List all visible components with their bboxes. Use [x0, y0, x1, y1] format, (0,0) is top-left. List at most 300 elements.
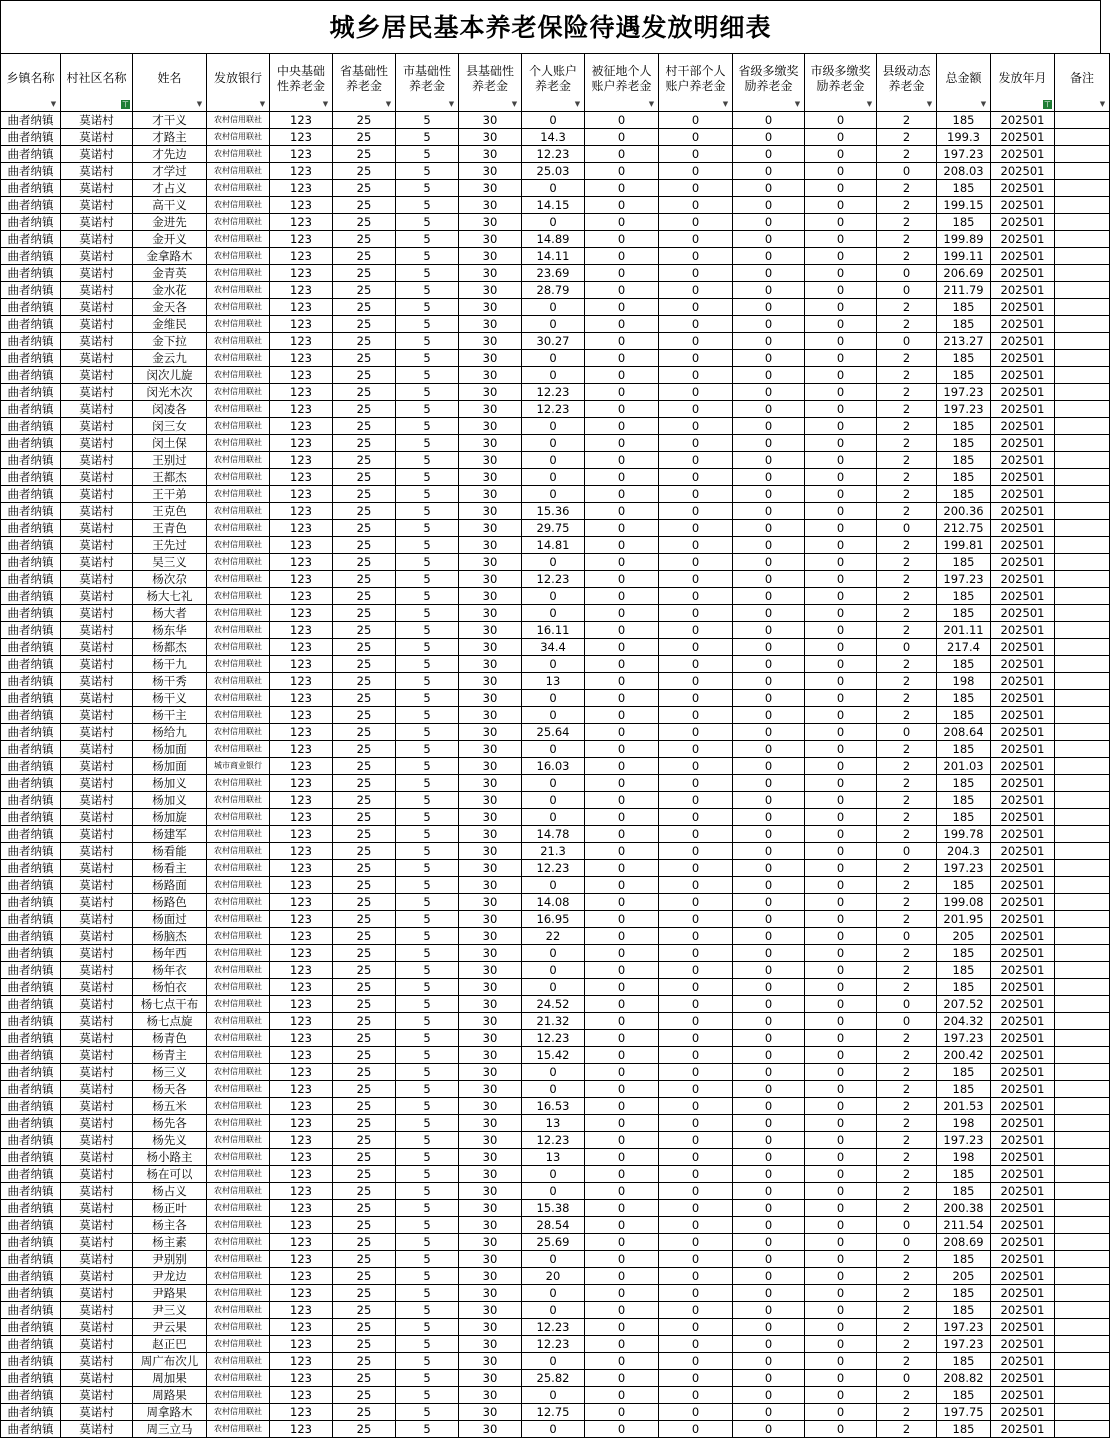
table-cell[interactable]: 25: [333, 605, 396, 622]
table-cell[interactable]: 莫诺村: [61, 537, 133, 554]
table-cell[interactable]: 0: [585, 962, 659, 979]
table-cell[interactable]: 农村信用联社: [207, 299, 270, 316]
table-cell[interactable]: 农村信用联社: [207, 1387, 270, 1404]
table-cell[interactable]: 0: [585, 1132, 659, 1149]
table-cell[interactable]: 123: [270, 1030, 333, 1047]
table-cell[interactable]: 0: [659, 231, 733, 248]
table-cell[interactable]: 0: [733, 1336, 805, 1353]
table-cell[interactable]: 0: [805, 503, 877, 520]
table-cell[interactable]: 莫诺村: [61, 1166, 133, 1183]
table-cell[interactable]: 123: [270, 469, 333, 486]
table-cell[interactable]: 0: [585, 265, 659, 282]
table-cell[interactable]: 206.69: [937, 265, 991, 282]
table-cell[interactable]: 莫诺村: [61, 690, 133, 707]
table-cell[interactable]: 杨东华: [133, 622, 207, 639]
table-cell[interactable]: 185: [937, 1302, 991, 1319]
table-cell[interactable]: 123: [270, 146, 333, 163]
table-cell[interactable]: [1055, 469, 1110, 486]
table-cell[interactable]: 农村信用联社: [207, 877, 270, 894]
table-cell[interactable]: 金天各: [133, 299, 207, 316]
table-cell[interactable]: 185: [937, 1166, 991, 1183]
table-cell[interactable]: 农村信用联社: [207, 146, 270, 163]
table-cell[interactable]: [1055, 1336, 1110, 1353]
table-cell[interactable]: [1055, 1030, 1110, 1047]
table-cell[interactable]: 30: [459, 469, 522, 486]
table-cell[interactable]: 0: [805, 384, 877, 401]
table-cell[interactable]: 0: [733, 860, 805, 877]
table-cell[interactable]: 0: [585, 1336, 659, 1353]
table-cell[interactable]: 闵三女: [133, 418, 207, 435]
table-cell[interactable]: 曲者纳镇: [1, 503, 61, 520]
table-cell[interactable]: 30: [459, 1115, 522, 1132]
table-cell[interactable]: 杨看能: [133, 843, 207, 860]
table-cell[interactable]: 5: [396, 452, 459, 469]
table-cell[interactable]: 123: [270, 1166, 333, 1183]
table-cell[interactable]: 2: [877, 452, 937, 469]
table-cell[interactable]: 杨年衣: [133, 962, 207, 979]
table-cell[interactable]: 30: [459, 860, 522, 877]
table-cell[interactable]: 0: [659, 401, 733, 418]
table-cell[interactable]: 0: [805, 673, 877, 690]
table-cell[interactable]: 202501: [991, 401, 1055, 418]
table-cell[interactable]: 0: [805, 690, 877, 707]
table-cell[interactable]: 莫诺村: [61, 979, 133, 996]
table-cell[interactable]: 123: [270, 826, 333, 843]
table-cell[interactable]: 202501: [991, 418, 1055, 435]
table-cell[interactable]: 13: [522, 673, 585, 690]
table-cell[interactable]: 莫诺村: [61, 843, 133, 860]
table-cell[interactable]: 农村信用联社: [207, 928, 270, 945]
table-cell[interactable]: 莫诺村: [61, 1217, 133, 1234]
table-cell[interactable]: 0: [805, 333, 877, 350]
table-cell[interactable]: 0: [805, 1353, 877, 1370]
table-cell[interactable]: 2: [877, 197, 937, 214]
table-cell[interactable]: [1055, 1064, 1110, 1081]
table-cell[interactable]: 0: [659, 435, 733, 452]
table-cell[interactable]: 农村信用联社: [207, 571, 270, 588]
table-cell[interactable]: 202501: [991, 690, 1055, 707]
table-cell[interactable]: 25: [333, 1183, 396, 1200]
table-cell[interactable]: 农村信用联社: [207, 996, 270, 1013]
table-cell[interactable]: 25: [333, 673, 396, 690]
table-cell[interactable]: [1055, 826, 1110, 843]
table-cell[interactable]: 0: [805, 1047, 877, 1064]
table-cell[interactable]: 12.23: [522, 401, 585, 418]
table-cell[interactable]: 12.23: [522, 1319, 585, 1336]
table-cell[interactable]: 0: [733, 452, 805, 469]
table-cell[interactable]: 曲者纳镇: [1, 877, 61, 894]
table-cell[interactable]: 0: [659, 520, 733, 537]
table-cell[interactable]: 0: [659, 1217, 733, 1234]
table-cell[interactable]: [1055, 1047, 1110, 1064]
table-cell[interactable]: 曲者纳镇: [1, 1353, 61, 1370]
table-cell[interactable]: [1055, 588, 1110, 605]
table-cell[interactable]: 30: [459, 843, 522, 860]
table-cell[interactable]: 0: [805, 724, 877, 741]
table-cell[interactable]: 185: [937, 962, 991, 979]
table-cell[interactable]: 30: [459, 112, 522, 129]
table-cell[interactable]: 0: [522, 1064, 585, 1081]
table-cell[interactable]: 莫诺村: [61, 605, 133, 622]
table-cell[interactable]: 农村信用联社: [207, 605, 270, 622]
table-cell[interactable]: 23.69: [522, 265, 585, 282]
table-cell[interactable]: 0: [585, 996, 659, 1013]
table-cell[interactable]: 莫诺村: [61, 146, 133, 163]
table-cell[interactable]: 197.23: [937, 384, 991, 401]
table-cell[interactable]: 202501: [991, 996, 1055, 1013]
table-cell[interactable]: 0: [585, 537, 659, 554]
table-cell[interactable]: 25: [333, 129, 396, 146]
table-cell[interactable]: 0: [522, 214, 585, 231]
table-cell[interactable]: 25: [333, 1081, 396, 1098]
table-cell[interactable]: 0: [659, 1030, 733, 1047]
table-cell[interactable]: 莫诺村: [61, 792, 133, 809]
table-cell[interactable]: 5: [396, 588, 459, 605]
table-cell[interactable]: 14.3: [522, 129, 585, 146]
table-cell[interactable]: 123: [270, 1217, 333, 1234]
table-cell[interactable]: 0: [585, 1013, 659, 1030]
table-cell[interactable]: 0: [733, 809, 805, 826]
table-cell[interactable]: 185: [937, 945, 991, 962]
filter-dropdown-icon[interactable]: ▼: [794, 100, 801, 108]
table-cell[interactable]: 2: [877, 775, 937, 792]
table-cell[interactable]: 25: [333, 639, 396, 656]
table-cell[interactable]: 25: [333, 724, 396, 741]
table-cell[interactable]: 0: [659, 979, 733, 996]
table-cell[interactable]: 杨给九: [133, 724, 207, 741]
table-cell[interactable]: 0: [733, 724, 805, 741]
table-cell[interactable]: 0: [585, 231, 659, 248]
table-cell[interactable]: 杨大七礼: [133, 588, 207, 605]
table-cell[interactable]: [1055, 1319, 1110, 1336]
table-cell[interactable]: 0: [733, 350, 805, 367]
table-cell[interactable]: 123: [270, 724, 333, 741]
table-cell[interactable]: 莫诺村: [61, 1421, 133, 1438]
table-cell[interactable]: 202501: [991, 129, 1055, 146]
table-cell[interactable]: 0: [522, 741, 585, 758]
table-cell[interactable]: 0: [733, 333, 805, 350]
table-cell[interactable]: 0: [733, 690, 805, 707]
table-cell[interactable]: 农村信用联社: [207, 1370, 270, 1387]
table-cell[interactable]: 25: [333, 112, 396, 129]
table-cell[interactable]: 农村信用联社: [207, 180, 270, 197]
table-cell[interactable]: 202501: [991, 537, 1055, 554]
table-cell[interactable]: 农村信用联社: [207, 197, 270, 214]
table-cell[interactable]: 13: [522, 1149, 585, 1166]
table-cell[interactable]: 莫诺村: [61, 1115, 133, 1132]
table-cell[interactable]: 123: [270, 231, 333, 248]
table-cell[interactable]: 185: [937, 316, 991, 333]
table-cell[interactable]: [1055, 197, 1110, 214]
table-cell[interactable]: 0: [733, 741, 805, 758]
table-cell[interactable]: 农村信用联社: [207, 911, 270, 928]
table-cell[interactable]: 杨加面: [133, 741, 207, 758]
table-cell[interactable]: 莫诺村: [61, 707, 133, 724]
table-cell[interactable]: 曲者纳镇: [1, 945, 61, 962]
table-cell[interactable]: 2: [877, 1251, 937, 1268]
table-cell[interactable]: 5: [396, 1217, 459, 1234]
table-cell[interactable]: [1055, 418, 1110, 435]
table-cell[interactable]: 0: [805, 758, 877, 775]
table-cell[interactable]: 0: [659, 214, 733, 231]
table-cell[interactable]: 0: [522, 792, 585, 809]
table-cell[interactable]: 莫诺村: [61, 571, 133, 588]
table-cell[interactable]: 曲者纳镇: [1, 282, 61, 299]
table-cell[interactable]: 0: [733, 554, 805, 571]
table-cell[interactable]: 199.15: [937, 197, 991, 214]
table-cell[interactable]: 185: [937, 775, 991, 792]
table-cell[interactable]: 曲者纳镇: [1, 758, 61, 775]
table-cell[interactable]: 0: [522, 1421, 585, 1438]
table-cell[interactable]: 0: [522, 1251, 585, 1268]
table-cell[interactable]: 123: [270, 1098, 333, 1115]
table-cell[interactable]: 30: [459, 1421, 522, 1438]
table-cell[interactable]: 赵正巴: [133, 1336, 207, 1353]
table-cell[interactable]: 14.15: [522, 197, 585, 214]
table-cell[interactable]: 0: [585, 333, 659, 350]
table-cell[interactable]: 0: [805, 469, 877, 486]
table-cell[interactable]: 0: [805, 1166, 877, 1183]
table-cell[interactable]: 2: [877, 622, 937, 639]
table-cell[interactable]: 197.23: [937, 1132, 991, 1149]
table-cell[interactable]: 211.54: [937, 1217, 991, 1234]
table-cell[interactable]: 0: [522, 435, 585, 452]
table-cell[interactable]: 曲者纳镇: [1, 231, 61, 248]
table-cell[interactable]: 莫诺村: [61, 554, 133, 571]
table-cell[interactable]: 0: [733, 435, 805, 452]
table-cell[interactable]: 25: [333, 146, 396, 163]
table-cell[interactable]: 30: [459, 639, 522, 656]
table-cell[interactable]: 25: [333, 180, 396, 197]
table-cell[interactable]: 0: [805, 418, 877, 435]
table-cell[interactable]: 185: [937, 741, 991, 758]
table-cell[interactable]: 农村信用联社: [207, 1064, 270, 1081]
table-cell[interactable]: 0: [585, 911, 659, 928]
table-cell[interactable]: 杨看主: [133, 860, 207, 877]
table-cell[interactable]: 0: [733, 656, 805, 673]
table-cell[interactable]: 金拿路木: [133, 248, 207, 265]
table-cell[interactable]: 曲者纳镇: [1, 1251, 61, 1268]
table-cell[interactable]: 185: [937, 1353, 991, 1370]
table-cell[interactable]: 5: [396, 1302, 459, 1319]
table-cell[interactable]: 123: [270, 588, 333, 605]
table-cell[interactable]: 0: [522, 554, 585, 571]
table-cell[interactable]: [1055, 435, 1110, 452]
table-cell[interactable]: 0: [522, 1387, 585, 1404]
table-cell[interactable]: 2: [877, 588, 937, 605]
table-cell[interactable]: 30: [459, 520, 522, 537]
table-cell[interactable]: 185: [937, 707, 991, 724]
table-cell[interactable]: 杨先各: [133, 1115, 207, 1132]
table-cell[interactable]: 123: [270, 435, 333, 452]
table-cell[interactable]: 杨建军: [133, 826, 207, 843]
table-cell[interactable]: 莫诺村: [61, 1183, 133, 1200]
table-cell[interactable]: 34.4: [522, 639, 585, 656]
table-cell[interactable]: 25: [333, 826, 396, 843]
table-cell[interactable]: 曲者纳镇: [1, 775, 61, 792]
table-cell[interactable]: 30: [459, 758, 522, 775]
table-cell[interactable]: 202501: [991, 1336, 1055, 1353]
table-cell[interactable]: 0: [585, 384, 659, 401]
table-cell[interactable]: [1055, 333, 1110, 350]
table-cell[interactable]: 25: [333, 775, 396, 792]
table-cell[interactable]: [1055, 860, 1110, 877]
table-cell[interactable]: 农村信用联社: [207, 1336, 270, 1353]
table-cell[interactable]: 12.23: [522, 860, 585, 877]
table-cell[interactable]: 22: [522, 928, 585, 945]
table-cell[interactable]: 0: [733, 1302, 805, 1319]
table-cell[interactable]: 0: [733, 112, 805, 129]
table-cell[interactable]: 0: [585, 1064, 659, 1081]
table-cell[interactable]: [1055, 214, 1110, 231]
table-cell[interactable]: 曲者纳镇: [1, 1336, 61, 1353]
table-cell[interactable]: 5: [396, 1081, 459, 1098]
table-cell[interactable]: 2: [877, 1421, 937, 1438]
table-cell[interactable]: 2: [877, 486, 937, 503]
table-cell[interactable]: 123: [270, 520, 333, 537]
table-cell[interactable]: 5: [396, 1047, 459, 1064]
table-cell[interactable]: 202501: [991, 639, 1055, 656]
table-cell[interactable]: 0: [659, 792, 733, 809]
table-cell[interactable]: 尹龙边: [133, 1268, 207, 1285]
table-cell[interactable]: 123: [270, 129, 333, 146]
table-cell[interactable]: 2: [877, 350, 937, 367]
table-cell[interactable]: 25: [333, 520, 396, 537]
table-cell[interactable]: 123: [270, 197, 333, 214]
table-cell[interactable]: 0: [585, 588, 659, 605]
table-cell[interactable]: 123: [270, 1268, 333, 1285]
table-cell[interactable]: 185: [937, 469, 991, 486]
table-cell[interactable]: 0: [585, 214, 659, 231]
table-cell[interactable]: 曲者纳镇: [1, 996, 61, 1013]
table-cell[interactable]: 0: [805, 435, 877, 452]
table-cell[interactable]: 201.11: [937, 622, 991, 639]
table-cell[interactable]: 杨在可以: [133, 1166, 207, 1183]
table-cell[interactable]: 185: [937, 486, 991, 503]
table-cell[interactable]: 213.27: [937, 333, 991, 350]
table-cell[interactable]: 曲者纳镇: [1, 197, 61, 214]
table-cell[interactable]: 曲者纳镇: [1, 316, 61, 333]
table-cell[interactable]: 2: [877, 741, 937, 758]
table-cell[interactable]: 30: [459, 316, 522, 333]
table-cell[interactable]: 123: [270, 367, 333, 384]
table-cell[interactable]: 0: [585, 129, 659, 146]
table-cell[interactable]: 202501: [991, 979, 1055, 996]
table-cell[interactable]: 25: [333, 316, 396, 333]
table-cell[interactable]: 0: [585, 1302, 659, 1319]
table-cell[interactable]: 5: [396, 163, 459, 180]
table-cell[interactable]: [1055, 520, 1110, 537]
table-cell[interactable]: 莫诺村: [61, 928, 133, 945]
table-cell[interactable]: 25: [333, 979, 396, 996]
table-cell[interactable]: 25: [333, 1149, 396, 1166]
table-cell[interactable]: [1055, 503, 1110, 520]
table-cell[interactable]: 0: [659, 945, 733, 962]
table-cell[interactable]: 202501: [991, 503, 1055, 520]
table-cell[interactable]: 30: [459, 894, 522, 911]
table-cell[interactable]: 25.64: [522, 724, 585, 741]
table-cell[interactable]: 2: [877, 945, 937, 962]
table-cell[interactable]: 农村信用联社: [207, 503, 270, 520]
table-cell[interactable]: 2: [877, 571, 937, 588]
table-cell[interactable]: 莫诺村: [61, 469, 133, 486]
table-cell[interactable]: [1055, 180, 1110, 197]
table-cell[interactable]: 30: [459, 214, 522, 231]
table-cell[interactable]: 123: [270, 1251, 333, 1268]
table-cell[interactable]: 197.23: [937, 1319, 991, 1336]
table-cell[interactable]: 王干弟: [133, 486, 207, 503]
table-cell[interactable]: 0: [733, 894, 805, 911]
table-cell[interactable]: 曲者纳镇: [1, 741, 61, 758]
table-cell[interactable]: 莫诺村: [61, 1200, 133, 1217]
table-cell[interactable]: 莫诺村: [61, 1251, 133, 1268]
table-cell[interactable]: 25: [333, 911, 396, 928]
table-cell[interactable]: 0: [733, 775, 805, 792]
table-cell[interactable]: 0: [585, 163, 659, 180]
table-cell[interactable]: 0: [659, 758, 733, 775]
table-cell[interactable]: 15.42: [522, 1047, 585, 1064]
table-cell[interactable]: 5: [396, 894, 459, 911]
table-cell[interactable]: 农村信用联社: [207, 1319, 270, 1336]
table-cell[interactable]: 15.38: [522, 1200, 585, 1217]
table-cell[interactable]: 0: [733, 1319, 805, 1336]
table-cell[interactable]: 2: [877, 1030, 937, 1047]
table-cell[interactable]: 123: [270, 503, 333, 520]
table-cell[interactable]: 202501: [991, 877, 1055, 894]
table-cell[interactable]: 0: [585, 877, 659, 894]
table-cell[interactable]: 5: [396, 1421, 459, 1438]
table-cell[interactable]: 0: [805, 367, 877, 384]
table-cell[interactable]: 莫诺村: [61, 1013, 133, 1030]
table-cell[interactable]: 0: [733, 758, 805, 775]
table-cell[interactable]: 185: [937, 452, 991, 469]
table-cell[interactable]: 197.23: [937, 1030, 991, 1047]
table-cell[interactable]: 2: [877, 1285, 937, 1302]
table-cell[interactable]: 5: [396, 809, 459, 826]
table-cell[interactable]: 莫诺村: [61, 248, 133, 265]
table-cell[interactable]: 莫诺村: [61, 214, 133, 231]
table-cell[interactable]: 0: [733, 962, 805, 979]
table-cell[interactable]: 0: [877, 996, 937, 1013]
table-cell[interactable]: 207.52: [937, 996, 991, 1013]
filter-dropdown-icon[interactable]: ▼: [722, 100, 729, 108]
table-cell[interactable]: 5: [396, 520, 459, 537]
filter-dropdown-icon[interactable]: ▼: [385, 100, 392, 108]
table-cell[interactable]: 25: [333, 282, 396, 299]
table-cell[interactable]: 2: [877, 877, 937, 894]
table-cell[interactable]: 123: [270, 1115, 333, 1132]
table-cell[interactable]: 123: [270, 809, 333, 826]
table-cell[interactable]: [1055, 690, 1110, 707]
table-cell[interactable]: 农村信用联社: [207, 435, 270, 452]
table-cell[interactable]: 202501: [991, 1081, 1055, 1098]
table-cell[interactable]: 123: [270, 554, 333, 571]
table-cell[interactable]: 0: [585, 571, 659, 588]
table-cell[interactable]: 0: [733, 707, 805, 724]
table-cell[interactable]: 30: [459, 554, 522, 571]
table-cell[interactable]: 202501: [991, 1404, 1055, 1421]
table-cell[interactable]: 30: [459, 1081, 522, 1098]
table-cell[interactable]: 202501: [991, 928, 1055, 945]
table-cell[interactable]: 王别过: [133, 452, 207, 469]
table-cell[interactable]: 曲者纳镇: [1, 571, 61, 588]
table-cell[interactable]: 123: [270, 707, 333, 724]
table-cell[interactable]: 202501: [991, 673, 1055, 690]
table-cell[interactable]: 14.81: [522, 537, 585, 554]
table-cell[interactable]: 0: [805, 197, 877, 214]
table-cell[interactable]: 0: [659, 146, 733, 163]
table-cell[interactable]: 5: [396, 1268, 459, 1285]
